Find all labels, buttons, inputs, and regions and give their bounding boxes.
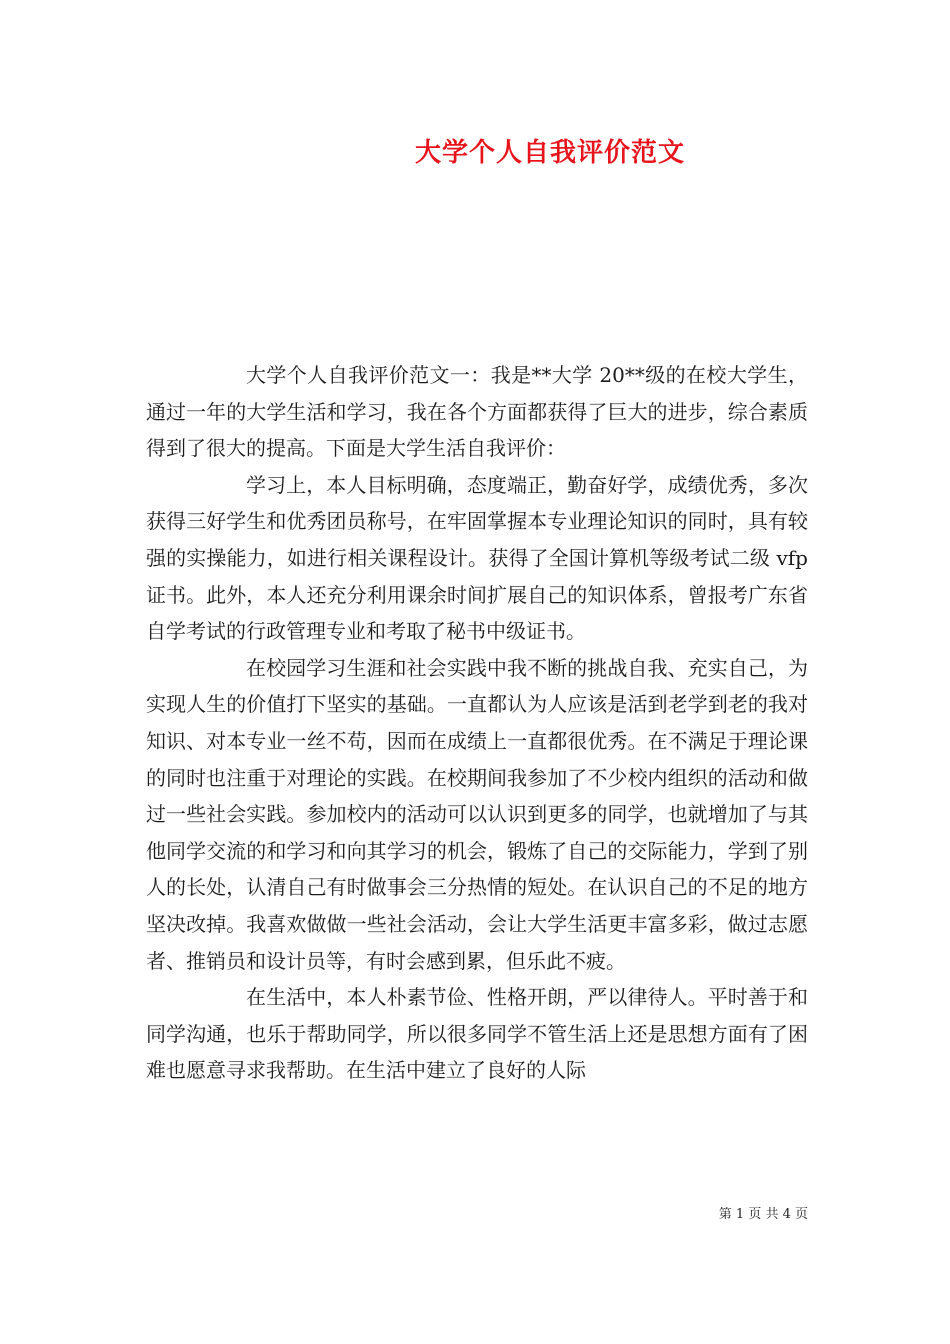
document-title: 大学个人自我评价范文 xyxy=(414,138,685,168)
document-body xyxy=(146,357,808,1089)
paragraph-1: 大学个人自我评价范文一：我是**大学 20**级的在校大学生，通过一年的大学生活和学习，我在各个方面都获得了巨大的进步，综合素质得到了很大的提高。下面是大学生活自我评价： xyxy=(146,363,808,461)
page-number-footer: 第 1 页 共 4 页 xyxy=(718,1207,808,1222)
paragraph-4: 在生活中，本人朴素节俭、性格开朗，严以律待人。平时善于和同学沟通，也乐于帮助同学，所以很多同学不管生活上还是思想方面有了困难也愿意寻求我帮助。在生活中建立了良好的人际 xyxy=(146,985,808,1083)
paragraph-3: 在校园学习生涯和社会实践中我不断的挑战自我、充实自己，为实现人生的价值打下坚实的基础。一直都认为人应该是活到老学到老的我对知识、对本专业一丝不苟，因而在成绩上一直都很优秀。在不满足于理论课的同时也注重于对理论的实践。在校期间我参加了不少校内组织的活动和做过一些社会实践。参加校内的活动可以认识到更多的同学，也就增加了与其他同学交流的和学习和向其学习的机会，锻炼了自己的交际能力，学到了别人的长处，认清自己有时做事会三分热情的短处。在认识自己的不足的地方坚决改掉。我喜欢做做一些社会活动，会让大学生活更丰富多彩，做过志愿者、推销员和设计员等，有时会感到累，但乐此不疲。 xyxy=(146,655,808,973)
paragraph-2: 学习上，本人目标明确，态度端正，勤奋好学，成绩优秀，多次获得三好学生和优秀团员称号，在牢固掌握本专业理论知识的同时，具有较强的实操能力，如进行相关课程设计。获得了全国计算机等级考试二级 vfp 证书。此外，本人还充分利用课余时间扩展自己的知识体系，曾报考广东省自学考试的行政管理专业和考取了秘书中级证书。 xyxy=(146,472,808,644)
